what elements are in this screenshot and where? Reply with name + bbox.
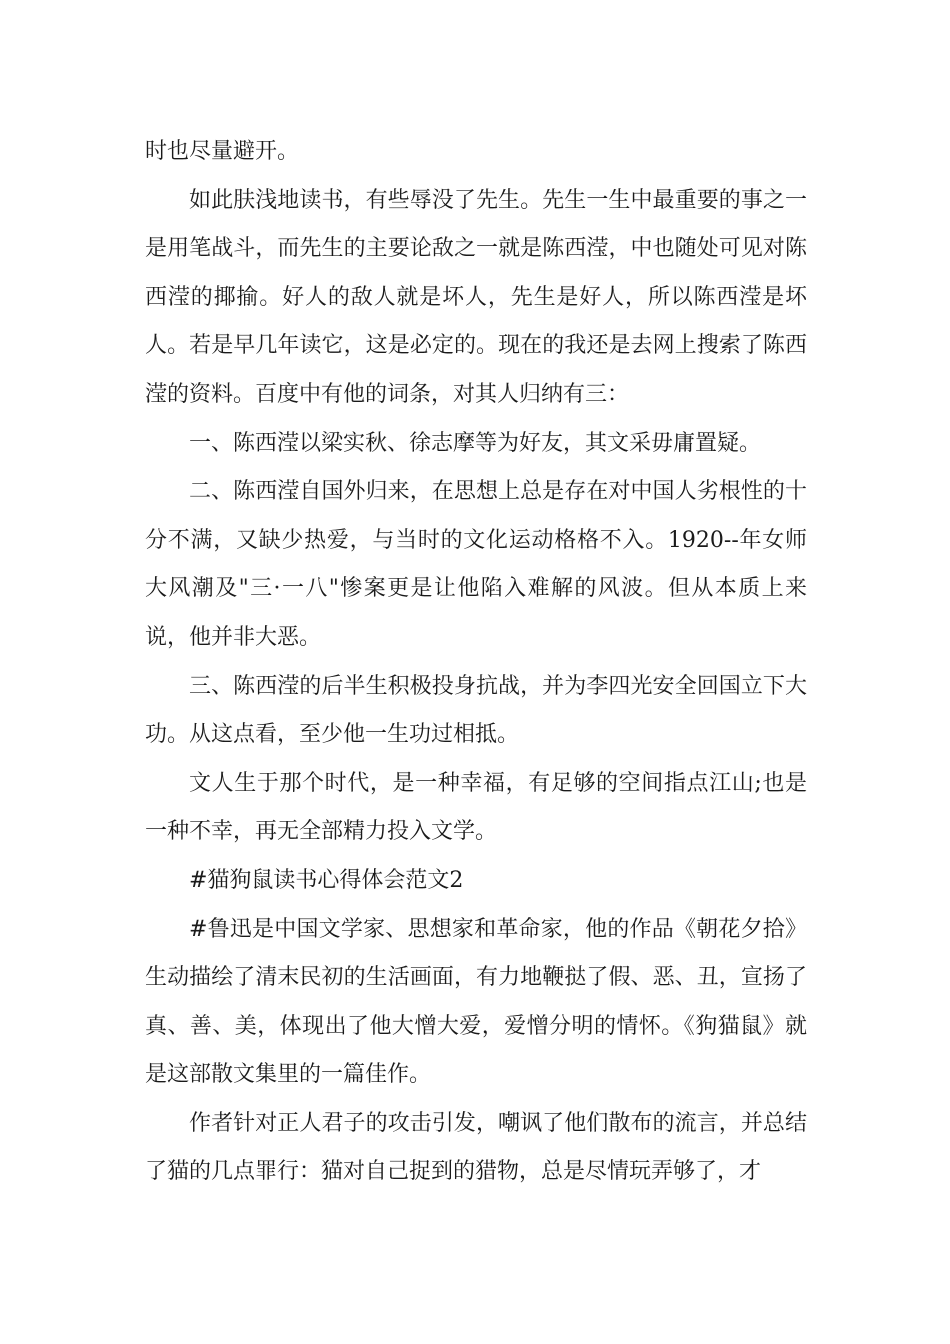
paragraph-4: 二、陈西滢自国外归来，在思想上总是存在对中国人劣根性的十分不满，又缺少热爱，与当时的文化运动格格不入。1920--年女师大风潮及"三·一八"惨案更是让他陷入难解的风波。但从本质上来说，他并非大恶。 xyxy=(145,479,807,650)
paragraph-8: 作者针对正人君子的攻击引发，嘲讽了他们散布的流言，并总结了猫的几点罪行：猫对自己捉到的猎物，总是尽情玩弄够了，才 xyxy=(145,1110,807,1185)
paragraph-1: 时也尽量避开。 xyxy=(145,139,300,164)
paragraph-3: 一、陈西滢以梁实秋、徐志摩等为好友，其文采毋庸置疑。 xyxy=(189,430,762,456)
document-body xyxy=(145,128,807,1197)
section-heading: #猫狗鼠读书心得体会范文2 xyxy=(189,867,464,893)
paragraph-2: 如此肤浅地读书，有些辱没了先生。先生一生中最重要的事之一是用笔战斗，而先生的主要论敌之一就是陈西滢，中也随处可见对陈西滢的揶揄。好人的敌人就是坏人，先生是好人，所以陈西滢是坏人。若是早几年读它，这是必定的。现在的我还是去网上搜索了陈西滢的资料。百度中有他的词条，对其人归纳有三： xyxy=(145,187,807,407)
paragraph-6: 文人生于那个时代，是一种幸福，有足够的空间指点江山;也是一种不幸，再无全部精力投入文学。 xyxy=(145,770,807,845)
paragraph-5: 三、陈西滢的后半生积极投身抗战，并为李四光安全回国立下大功。从这点看，至少他一生功过相抵。 xyxy=(145,673,807,748)
paragraph-7: #鲁迅是中国文学家、思想家和革命家，他的作品《朝花夕拾》生动描绘了清末民初的生活画面，有力地鞭挞了假、恶、丑，宣扬了真、善、美，体现出了他大憎大爱，爱憎分明的情怀。《狗猫鼠》就是这部散文集里的一篇佳作。 xyxy=(145,916,807,1088)
